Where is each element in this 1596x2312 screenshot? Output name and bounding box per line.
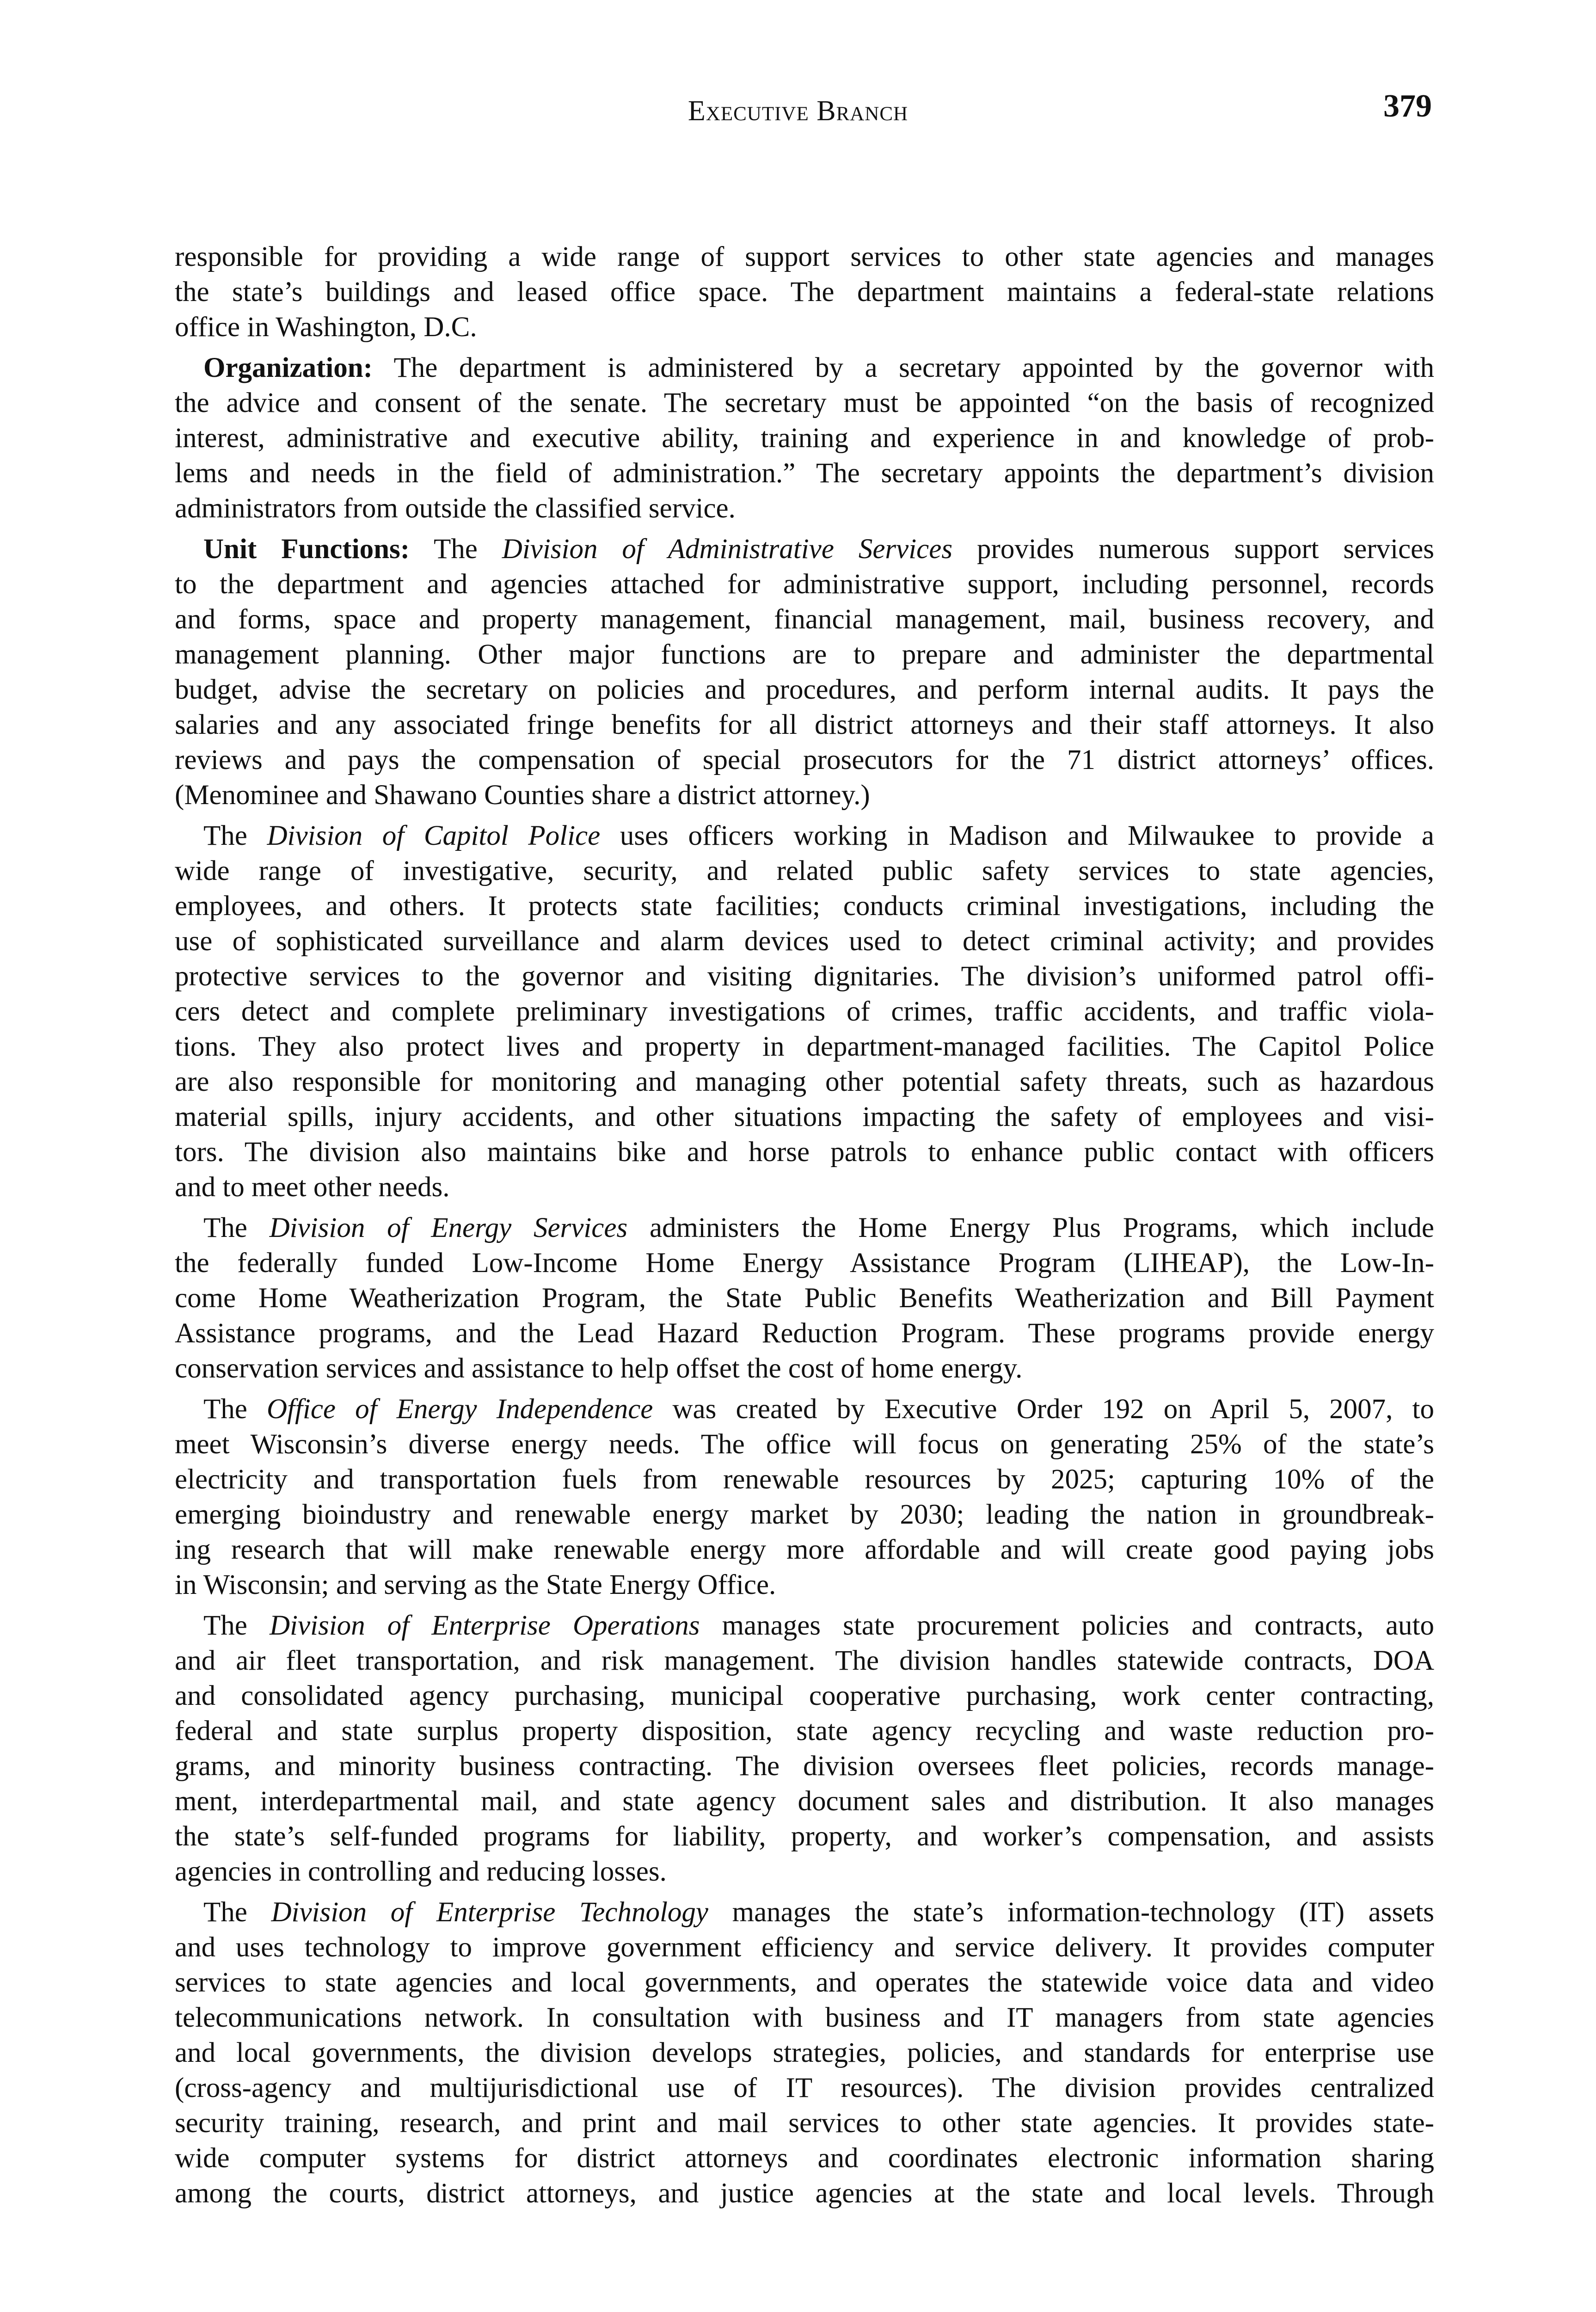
text-line — [175, 1316, 1434, 1351]
text-line — [175, 1462, 1434, 1497]
text-line — [175, 778, 1434, 813]
text-run: employees, and others. It protects state facilities; conducts criminal investigations, including the — [175, 891, 1434, 922]
text-line — [175, 1714, 1434, 1749]
text-line — [175, 1135, 1434, 1170]
text-line — [175, 1930, 1434, 1965]
text-run: electricity and transportation fuels from renewable resources by 2025; capturing 10% of the — [175, 1464, 1434, 1495]
paragraph — [175, 240, 1434, 345]
text-line — [175, 1749, 1434, 1784]
unit-name: Division of Enterprise Operations — [269, 1610, 700, 1641]
text-line — [175, 2106, 1434, 2141]
text-run: provides numerous support services — [952, 534, 1434, 565]
text-line — [175, 1497, 1434, 1532]
text-run: meet Wisconsin’s diverse energy needs. The office will focus on generating 25% of the state’s — [175, 1429, 1434, 1460]
text-run: (cross-agency and multijurisdictional use of IT resources). The division provides centralized — [175, 2072, 1434, 2103]
text-line — [175, 959, 1434, 994]
text-line — [175, 2035, 1434, 2071]
paragraph — [175, 1392, 1434, 1603]
text-line — [175, 1568, 1434, 1603]
unit-name: Division of Enterprise Technology — [271, 1897, 709, 1928]
text-run: manages the state’s information-technology (IT) assets — [708, 1897, 1434, 1928]
text-run: (Menominee and Shawano Counties share a district attorney.) — [175, 780, 870, 811]
text-line — [175, 456, 1434, 491]
paragraph — [175, 1895, 1434, 2211]
text-run: among the courts, district attorneys, and justice agencies at the state and local levels. Through — [175, 2178, 1434, 2209]
text-line — [175, 275, 1434, 310]
text-line — [175, 350, 1434, 386]
text-run: telecommunications network. In consultation with business and IT managers from state agencies — [175, 2002, 1434, 2033]
text-line — [175, 637, 1434, 672]
text-run: The — [203, 1610, 270, 1641]
text-line — [175, 310, 1434, 345]
text-run: salaries and any associated fringe benefits for all district attorneys and their staff attorneys. It also — [175, 709, 1434, 740]
text-line — [175, 1100, 1434, 1135]
page-number: 379 — [1383, 88, 1432, 124]
text-line — [175, 1679, 1434, 1714]
text-run: administrators from outside the classified service. — [175, 493, 736, 524]
text-run: The — [410, 534, 502, 565]
text-line — [175, 1211, 1434, 1246]
unit-name: Division of Capitol Police — [267, 820, 601, 851]
text-run: The — [203, 820, 267, 851]
text-run: protective services to the governor and visiting dignitaries. The division’s uniformed patrol offi- — [175, 961, 1434, 992]
text-line — [175, 994, 1434, 1029]
text-line — [175, 1608, 1434, 1643]
running-head: Executive Branch — [688, 95, 908, 127]
text-run: The — [203, 1897, 271, 1928]
text-run: in Wisconsin; and serving as the State Energy Office. — [175, 1569, 776, 1600]
text-run: grams, and minority business contracting. The division oversees fleet policies, records manage- — [175, 1751, 1434, 1782]
text-line — [175, 1281, 1434, 1316]
run-in-heading: Unit Functions: — [203, 534, 410, 565]
text-line — [175, 602, 1434, 637]
text-run: management planning. Other major functions are to prepare and administer the departmental — [175, 639, 1434, 670]
unit-name: Office of Energy Independence — [266, 1394, 653, 1425]
text-line — [175, 1029, 1434, 1064]
text-run: reviews and pays the compensation of special prosecutors for the 71 district attorneys’ offices. — [175, 744, 1434, 775]
text-line — [175, 240, 1434, 275]
text-run: come Home Weatherization Program, the State Public Benefits Weatherization and Bill Payment — [175, 1283, 1434, 1314]
text-run: ment, interdepartmental mail, and state agency document sales and distribution. It also manages — [175, 1786, 1434, 1817]
text-run: to the department and agencies attached for administrative support, including personnel, records — [175, 569, 1434, 600]
text-run: lems and needs in the field of administration.” The secretary appoints the department’s division — [175, 458, 1434, 489]
text-run: Assistance programs, and the Lead Hazard Reduction Program. These programs provide energy — [175, 1318, 1434, 1349]
paragraph — [175, 818, 1434, 1205]
text-run: the state’s self-funded programs for liability, property, and worker’s compensation, and assists — [175, 1821, 1434, 1852]
body-text — [175, 240, 1434, 2211]
run-in-heading: Organization: — [203, 352, 373, 383]
text-run: and local governments, the division develops strategies, policies, and standards for enterprise use — [175, 2037, 1434, 2068]
text-run: wide computer systems for district attorneys and coordinates electronic information sharing — [175, 2143, 1434, 2174]
text-line — [175, 567, 1434, 602]
text-run: manages state procurement policies and contracts, auto — [700, 1610, 1434, 1641]
text-run: wide range of investigative, security, and related public safety services to state agencies, — [175, 855, 1434, 886]
text-run: and to meet other needs. — [175, 1172, 450, 1203]
text-line — [175, 1532, 1434, 1568]
text-run: was created by Executive Order 192 on April 5, 2007, to — [653, 1394, 1434, 1425]
text-line — [175, 532, 1434, 567]
text-line — [175, 386, 1434, 421]
text-run: emerging bioindustry and renewable energy market by 2030; leading the nation in groundbreak- — [175, 1499, 1434, 1530]
text-line — [175, 1784, 1434, 1819]
text-line — [175, 889, 1434, 924]
page-header — [0, 88, 1596, 139]
text-run: tions. They also protect lives and property in department-managed facilities. The Capitol Police — [175, 1031, 1434, 1062]
text-run: uses officers working in Madison and Milwaukee to provide a — [600, 820, 1434, 851]
text-line — [175, 1895, 1434, 1930]
text-line — [175, 818, 1434, 854]
text-run: agencies in controlling and reducing losses. — [175, 1856, 667, 1887]
text-run: conservation services and assistance to help offset the cost of home energy. — [175, 1353, 1023, 1384]
text-run: administers the Home Energy Plus Programs, which include — [627, 1212, 1434, 1243]
text-line — [175, 2071, 1434, 2106]
text-line — [175, 743, 1434, 778]
text-run: use of sophisticated surveillance and alarm devices used to detect criminal activity; and provides — [175, 926, 1434, 957]
text-line — [175, 854, 1434, 889]
text-run: budget, advise the secretary on policies and procedures, and perform internal audits. It pays the — [175, 674, 1434, 705]
text-line — [175, 1392, 1434, 1427]
text-run: are also responsible for monitoring and managing other potential safety threats, such as hazardous — [175, 1066, 1434, 1097]
text-run: and uses technology to improve government efficiency and service delivery. It provides computer — [175, 1932, 1434, 1963]
text-run: the advice and consent of the senate. The secretary must be appointed “on the basis of recognized — [175, 387, 1434, 418]
text-run: cers detect and complete preliminary investigations of crimes, traffic accidents, and traffic viola- — [175, 996, 1434, 1027]
text-run: the state’s buildings and leased office space. The department maintains a federal-state relations — [175, 277, 1434, 307]
text-line — [175, 1246, 1434, 1281]
text-line — [175, 707, 1434, 743]
text-line — [175, 1170, 1434, 1205]
text-line — [175, 421, 1434, 456]
text-line — [175, 1854, 1434, 1889]
text-run: and air fleet transportation, and risk management. The division handles statewide contracts, DOA — [175, 1645, 1434, 1676]
text-line — [175, 672, 1434, 707]
unit-name: Division of Administrative Services — [502, 534, 953, 565]
text-run: The — [203, 1394, 267, 1425]
text-run: security training, research, and print and mail services to other state agencies. It provides state- — [175, 2108, 1434, 2139]
paragraph — [175, 532, 1434, 813]
text-run: ing research that will make renewable energy more affordable and will create good paying jobs — [175, 1534, 1434, 1565]
text-run: The — [203, 1212, 270, 1243]
text-run: and consolidated agency purchasing, municipal cooperative purchasing, work center contracting, — [175, 1680, 1434, 1711]
text-run: and forms, space and property management, financial management, mail, business recovery, and — [175, 604, 1434, 635]
paragraph — [175, 1211, 1434, 1386]
text-run: responsible for providing a wide range of support services to other state agencies and manages — [175, 241, 1434, 272]
text-run: federal and state surplus property disposition, state agency recycling and waste reduction pro- — [175, 1716, 1434, 1746]
text-line — [175, 1819, 1434, 1854]
text-line — [175, 1643, 1434, 1679]
unit-name: Division of Energy Services — [269, 1212, 628, 1243]
text-run: the federally funded Low-Income Home Energy Assistance Program (LIHEAP), the Low-In- — [175, 1248, 1434, 1279]
text-run: The department is administered by a secretary appointed by the governor with — [372, 352, 1434, 383]
text-line — [175, 1965, 1434, 2000]
text-line — [175, 1351, 1434, 1386]
text-run: services to state agencies and local governments, and operates the statewide voice data and video — [175, 1967, 1434, 1998]
text-line — [175, 1427, 1434, 1462]
text-line — [175, 2141, 1434, 2176]
paragraph — [175, 1608, 1434, 1889]
text-line — [175, 924, 1434, 959]
text-run: material spills, injury accidents, and other situations impacting the safety of employees and visi- — [175, 1101, 1434, 1132]
text-line — [175, 1064, 1434, 1100]
text-run: tors. The division also maintains bike and horse patrols to enhance public contact with officers — [175, 1137, 1434, 1168]
text-run: interest, administrative and executive ability, training and experience in and knowledge of prob- — [175, 423, 1434, 454]
text-line — [175, 2176, 1434, 2211]
text-line — [175, 2000, 1434, 2035]
text-run: office in Washington, D.C. — [175, 312, 477, 343]
text-line — [175, 491, 1434, 526]
paragraph — [175, 350, 1434, 526]
